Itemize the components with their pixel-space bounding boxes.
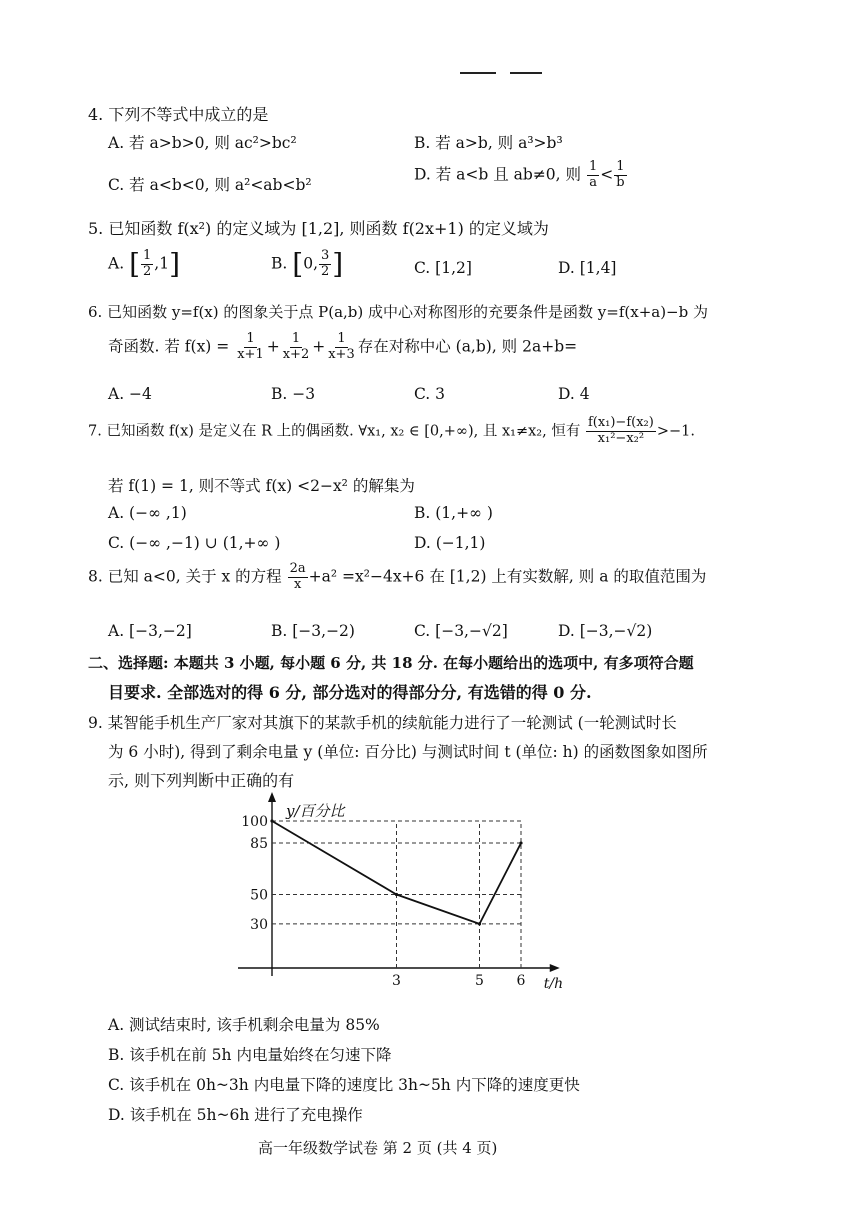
q4-d-frac-a-num: 1 bbox=[588, 159, 598, 174]
q5-b-frac-den: 2 bbox=[321, 263, 330, 279]
q4-stem: 4. 下列不等式中成立的是 bbox=[88, 105, 269, 124]
q6-term1-den: x+1 bbox=[237, 346, 264, 362]
q5-option-d: D. [1,4] bbox=[558, 259, 617, 277]
x-axis-label: t/h bbox=[543, 976, 564, 992]
y-axis-label: y/百分比 bbox=[286, 802, 345, 820]
q6-stem-line2 bbox=[108, 332, 577, 363]
q6-option-a: A. −4 bbox=[108, 385, 152, 403]
q5-stem: 5. 已知函数 f(x²) 的定义域为 [1,2], 则函数 f(2x+1) 的定义域为 bbox=[88, 219, 549, 238]
q4-d-frac-a-den: a bbox=[589, 174, 597, 190]
q4-d-frac-b-num: 1 bbox=[616, 159, 625, 174]
q7-stem-line1 bbox=[88, 416, 695, 447]
data-point-1 bbox=[395, 893, 398, 896]
q6-plus-2: + bbox=[312, 337, 326, 356]
q7-option-d: D. (−1,1) bbox=[414, 534, 486, 552]
x-axis-arrow bbox=[550, 964, 560, 972]
q5-a-frac-den: 2 bbox=[143, 263, 152, 279]
q7-frac-den: x₁²−x₂² bbox=[597, 430, 645, 446]
q6-term2-den: x+2 bbox=[282, 346, 310, 362]
q6-term2 bbox=[281, 332, 312, 363]
q6-term3 bbox=[326, 332, 357, 363]
q5-a-right-bracket: ] bbox=[169, 247, 181, 281]
q5-a-label: A. bbox=[108, 254, 125, 273]
q5-b-head: 0, bbox=[303, 254, 318, 273]
data-point-2 bbox=[478, 922, 481, 925]
q4-option-b: B. 若 a>b, 则 a³>b³ bbox=[414, 134, 563, 152]
q7-frac bbox=[586, 416, 656, 447]
x-tick-label-1: 5 bbox=[475, 973, 484, 989]
q6-term3-den: x+3 bbox=[328, 346, 355, 362]
y-axis-arrow bbox=[268, 792, 276, 802]
q6-stem2-prefix: 奇函数. 若 f(x) = bbox=[108, 337, 230, 356]
q4-d-op: < bbox=[600, 165, 614, 184]
q9-option-c: C. 该手机在 0h~3h 内电量下降的速度比 3h~5h 内下降的速度更快 bbox=[108, 1076, 580, 1094]
q6-term2-num: 1 bbox=[291, 331, 301, 346]
q8-option-a: A. [−3,−2] bbox=[108, 622, 192, 640]
page-footer: 高一年级数学试卷 第 2 页 (共 4 页) bbox=[258, 1139, 498, 1157]
q4-option-c: C. 若 a<b<0, 则 a²<ab<b² bbox=[108, 176, 312, 194]
y-tick-label-0: 100 bbox=[241, 814, 268, 830]
q7-frac-num: f(x₁)−f(x₂) bbox=[587, 415, 654, 430]
q9-option-b: B. 该手机在前 5h 内电量始终在匀速下降 bbox=[108, 1046, 392, 1064]
q5-option-c: C. [1,2] bbox=[414, 259, 472, 277]
q6-term3-num: 1 bbox=[337, 331, 346, 346]
q6-term1-num: 1 bbox=[246, 331, 255, 346]
q7-stem-line2: 若 f(1) = 1, 则不等式 f(x) <2−x² 的解集为 bbox=[108, 477, 415, 495]
q6-option-d: D. 4 bbox=[558, 385, 590, 403]
q8-stem bbox=[88, 562, 706, 593]
q8-frac-num: 2a bbox=[289, 561, 306, 576]
section2-line2: 目要求. 全部选对的得 6 分, 部分选对的得部分分, 有选错的得 0 分. bbox=[108, 683, 592, 702]
q5-b-right-bracket: ] bbox=[332, 247, 344, 281]
top-mark-right bbox=[510, 72, 542, 74]
q4-d-prefix: D. 若 a<b 且 ab≠0, 则 bbox=[414, 165, 582, 184]
q7-option-a: A. (−∞ ,1) bbox=[108, 504, 187, 522]
data-point-3 bbox=[519, 841, 522, 844]
q5-option-a bbox=[108, 249, 180, 280]
q8-option-c: C. [−3,−√2] bbox=[414, 622, 508, 640]
q5-a-tail: ,1 bbox=[154, 254, 170, 273]
q9-option-d: D. 该手机在 5h~6h 进行了充电操作 bbox=[108, 1106, 363, 1124]
x-tick-label-0: 3 bbox=[392, 973, 401, 989]
q7-option-b: B. (1,+∞ ) bbox=[414, 504, 493, 522]
q8-stem-suffix: +a² =x²−4x+6 在 [1,2) 上有实数解, 则 a 的取值范围为 bbox=[308, 567, 707, 586]
battery-chart bbox=[230, 790, 590, 995]
q6-option-c: C. 3 bbox=[414, 385, 446, 403]
q5-option-b bbox=[271, 249, 343, 280]
q8-option-b: B. [−3,−2) bbox=[271, 622, 355, 640]
y-tick-label-1: 85 bbox=[250, 836, 268, 853]
q9-option-a: A. 测试结束时, 该手机剩余电量为 85% bbox=[108, 1016, 380, 1034]
y-tick-label-2: 50 bbox=[250, 887, 268, 904]
q4-option-d bbox=[414, 160, 628, 191]
q5-a-frac-num: 1 bbox=[143, 248, 152, 263]
data-point-0 bbox=[270, 819, 273, 822]
q4-d-frac-a bbox=[587, 160, 599, 191]
q8-frac-den: x bbox=[293, 576, 302, 592]
q6-plus-1: + bbox=[266, 337, 280, 356]
q4-d-frac-b-den: b bbox=[616, 174, 625, 190]
q5-a-frac bbox=[141, 249, 153, 280]
q7-option-c: C. (−∞ ,−1) ∪ (1,+∞ ) bbox=[108, 534, 281, 552]
q8-frac bbox=[288, 562, 308, 593]
q5-b-frac-num: 3 bbox=[321, 248, 330, 263]
q6-option-b: B. −3 bbox=[271, 385, 316, 403]
q5-b-label: B. bbox=[271, 254, 288, 273]
q4-option-a: A. 若 a>b>0, 则 ac²>bc² bbox=[108, 134, 297, 152]
q9-line2: 为 6 小时), 得到了剩余电量 y (单位: 百分比) 与测试时间 t (单位: h) 的函数图象如图所 bbox=[108, 743, 708, 761]
q9-line3: 示, 则下列判断中正确的有 bbox=[108, 771, 295, 790]
q7-stem1-suffix: >−1. bbox=[656, 423, 695, 440]
q5-a-left-bracket: [ bbox=[129, 247, 140, 281]
q9-line1: 9. 某智能手机生产厂家对其旗下的某款手机的续航能力进行了一轮测试 (一轮测试时长 bbox=[88, 714, 677, 732]
q7-stem1-prefix: 7. 已知函数 f(x) 是定义在 R 上的偶函数. ∀x₁, x₂ ∈ [0,+∞), 且 x₁≠x₂, 恒有 bbox=[88, 423, 581, 440]
q8-option-d: D. [−3,−√2) bbox=[558, 622, 653, 640]
q8-stem-prefix: 8. 已知 a<0, 关于 x 的方程 bbox=[88, 567, 282, 586]
top-mark-left bbox=[460, 72, 496, 74]
q4-d-frac-b bbox=[614, 160, 626, 191]
q6-stem2-suffix: 存在对称中心 (a,b), 则 2a+b= bbox=[357, 337, 578, 356]
q5-b-frac bbox=[319, 249, 331, 280]
q5-b-left-bracket: [ bbox=[292, 247, 304, 281]
y-tick-label-3: 30 bbox=[250, 916, 268, 933]
q6-stem-line1: 6. 已知函数 y=f(x) 的图象关于点 P(a,b) 成中心对称图形的充要条件是函数 y=f(x+a)−b 为 bbox=[88, 303, 708, 321]
section2-line1: 二、选择题: 本题共 3 小题, 每小题 6 分, 共 18 分. 在每小题给出的选项中, 有多项符合题 bbox=[88, 654, 694, 672]
q6-term1 bbox=[235, 332, 266, 363]
x-tick-label-2: 6 bbox=[516, 973, 526, 989]
